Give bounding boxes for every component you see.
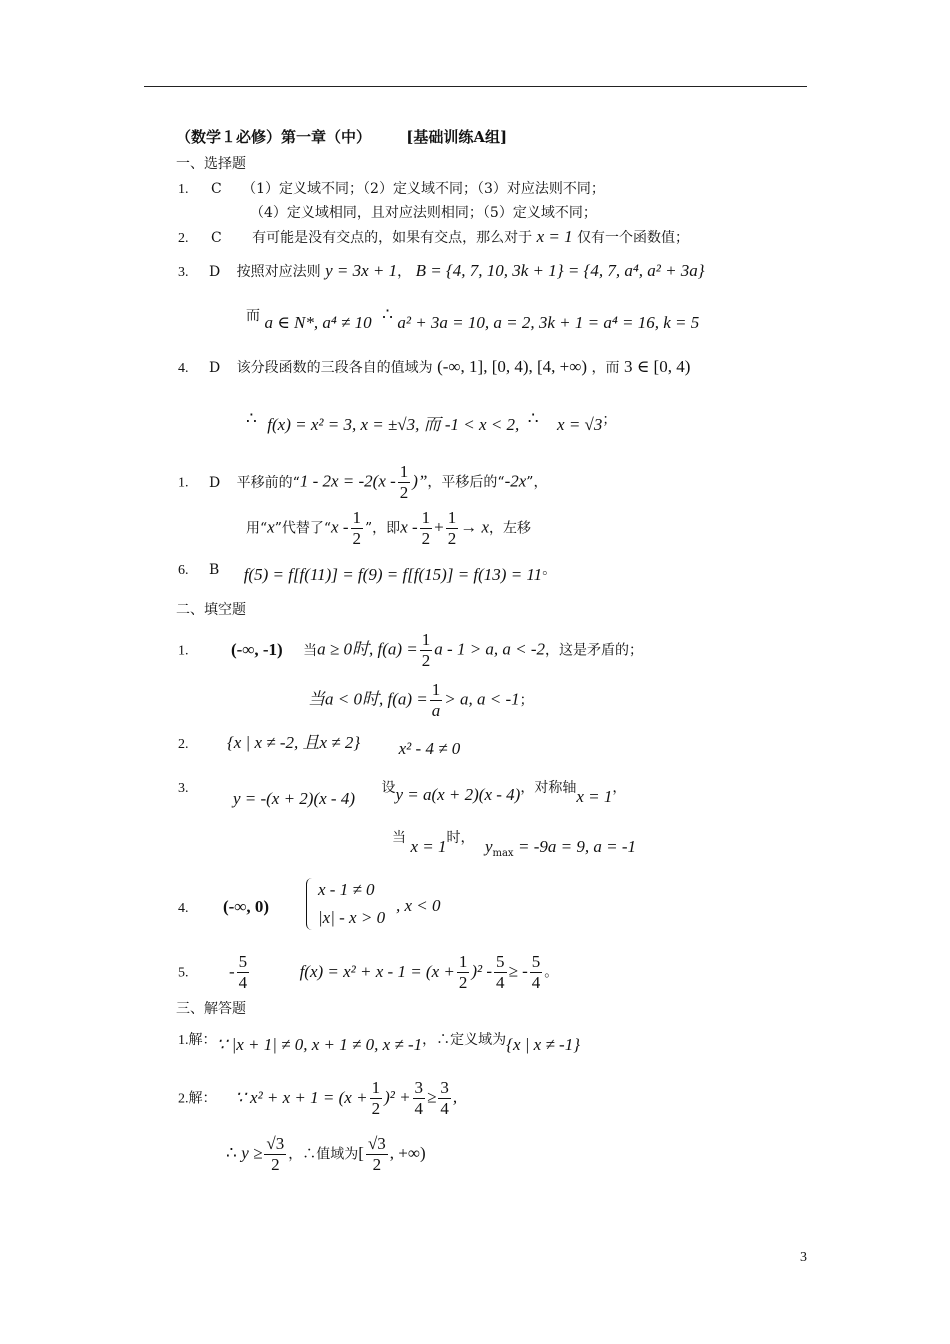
s1-q3: 3. D 按照对应法则 y = 3x + 1， B = {4, 7, 10, 3k + 1} = {4, 7, a⁴, a² + 3a} [178, 261, 705, 280]
s3-q1: 1.解：∵ |x + 1| ≠ 0, x + 1 ≠ 0, x ≠ -1，∴定义域为{x | x ≠ -1} [178, 1032, 581, 1054]
s1-q5: 1. D 平移前的“1 - 2x = -2(x - $\frac{1}{2}$ )”，平移后的“-2x”， [178, 462, 548, 502]
system-result: , x < 0 [396, 896, 441, 915]
system-eq-1: x - 1 ≠ 0 [318, 880, 375, 899]
system-eq-2: |x| - x > 0 [318, 908, 386, 927]
s1-q3-line2: 而 a ∈ N*, a⁴ ≠ 10 ∴ a² + 3a = 10, a = 2, 3k + 1 = a⁴ = 16, k = 5 [246, 305, 700, 332]
s1-q1: 1. C （1）定义域不同；（2）定义域不同；（3）对应法则不同； [178, 181, 605, 197]
s1-q1-line2: （4）定义域相同，且对应法则相同；（5）定义域不同； [250, 205, 597, 221]
system-brace [306, 878, 315, 930]
doc-title [176, 128, 507, 146]
s1-q5-line2: 用“x”代替了“x - $\frac{1}{2}$ ”，即x - $\frac{1}{2}$ + $\frac{1}{2}$ → x，左移 [246, 508, 532, 548]
s2-q2: 2. {x | x ≠ -2, 且x ≠ 2} x² - 4 ≠ 0 [178, 733, 461, 758]
header-rule [144, 86, 807, 87]
s3-q2-line2: ∴ y ≥ $\frac{√3}{2}$ ，∴值域为[ $\frac{√3}{2}$ , +∞) [226, 1134, 426, 1174]
s3-q2: 2.解： ∵ x² + x + 1 = (x + $\frac{1}{2}$ )² + $\frac{3}{4}$ ≥ $\frac{3}{4}$ , [178, 1078, 458, 1118]
s2-q3: 3. y = -(x + 2)(x - 4) 设y = a(x + 2)(x - 4)，对称轴x = 1， [178, 780, 627, 808]
s1-q4-line2: ∴ f(x) = x² = 3, x = ±√3, 而 -1 < x < 2, ∴ x = √3； [246, 409, 617, 434]
s1-q4: 4. D 该分段函数的三段各自的值域为 (-∞, 1], [0, 4), [4, +∞) ，而 3 ∈ [0, 4) [178, 357, 691, 376]
s2-q4: 4. (-∞, 0) [178, 897, 270, 916]
section-heading-2: 二、填空题 [176, 602, 246, 618]
section-heading-3: 三、解答题 [176, 1001, 246, 1017]
group-label: [基础训练A组] [406, 128, 508, 146]
s2-q3-line2: 当 x = 1时， $y_{max} = -9a = 9$, a = -1 [392, 830, 637, 859]
page-number: 3 [800, 1250, 807, 1265]
s2-q1: 1. (-∞, -1) 当a ≥ 0时, f(a) = $\frac{1}{2}$ a - 1 > a, a < -2，这是矛盾的； [178, 630, 644, 670]
s2-q5: 5. - $\frac{5}{4}$ f(x) = x² + x - 1 = (x + $\frac{1}{2}$ )² - $\frac{5}{4}$ ≥ - $\frac{5}{4}$ 。 [178, 952, 559, 992]
frac-half: $\frac{1}{2}$ [399, 462, 409, 502]
s1-q6: 6. B f(5) = f[f(11)] = f(9) = f[f(15)] = f(13) = 11。 [178, 562, 557, 584]
s1-q2: 2. C 有可能是没有交点的，如果有交点，那么对于 x = 1 仅有一个函数值； [178, 227, 690, 246]
section-heading-1: 一、选择题 [176, 156, 246, 172]
title-text: （数学１必修）第一章（中） [176, 128, 372, 146]
s2-q1-line2: 当a < 0时, f(a) = $\frac{1}{a}$ > a, a < -1； [308, 680, 534, 720]
